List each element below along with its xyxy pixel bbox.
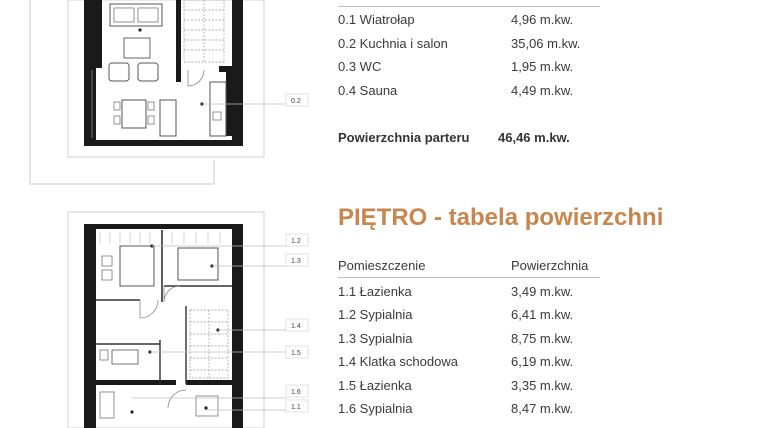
- room-area: 4,49 m.kw.: [511, 83, 574, 98]
- room-name: 0.3 WC: [338, 59, 382, 74]
- plan-label-1-4: 1.4: [291, 323, 301, 330]
- room-name: 0.1 Wiatrołap: [338, 12, 415, 27]
- room-name: 0.2 Kuchnia i salon: [338, 36, 448, 51]
- column-header-area: Powierzchnia: [511, 258, 589, 273]
- room-name: 1.6 Sypialnia: [338, 401, 413, 416]
- room-name: 1.5 Łazienka: [338, 378, 412, 393]
- room-name: 0.4 Sauna: [338, 83, 398, 98]
- upper-floor-heading: PIĘTRO - tabela powierzchni: [338, 204, 664, 231]
- room-area: 6,41 m.kw.: [511, 307, 574, 322]
- room-name: 1.2 Sypialnia: [338, 307, 413, 322]
- room-area: 8,47 m.kw.: [511, 401, 574, 416]
- ground-floor-plan: [30, 0, 308, 184]
- plan-label-1-5: 1.5: [291, 350, 301, 357]
- plan-label-1-2: 1.2: [291, 238, 301, 245]
- total-value: 46,46 m.kw.: [498, 130, 570, 145]
- room-name: 1.3 Sypialnia: [338, 331, 413, 346]
- room-area: 1,95 m.kw.: [511, 59, 574, 74]
- header-divider: [338, 277, 600, 278]
- column-header-room: Pomieszczenie: [338, 258, 426, 273]
- plan-label-0-2: 0.2: [291, 98, 301, 105]
- plan-label-1-3: 1.3: [291, 258, 301, 265]
- room-name: 1.1 Łazienka: [338, 284, 412, 299]
- room-area: 35,06 m.kw.: [511, 36, 581, 51]
- room-area: 8,75 m.kw.: [511, 331, 574, 346]
- room-name: 1.4 Klatka schodowa: [338, 354, 458, 369]
- table-top-divider: [338, 6, 600, 7]
- plan-label-1-1: 1.1: [291, 404, 301, 411]
- upper-floor-plan: [68, 212, 308, 428]
- plan-label-1-6: 1.6: [291, 389, 301, 396]
- floor-plan-drawing: [0, 0, 320, 428]
- room-area: 3,49 m.kw.: [511, 284, 574, 299]
- total-label: Powierzchnia parteru: [338, 130, 470, 145]
- room-area: 6,19 m.kw.: [511, 354, 574, 369]
- room-area: 3,35 m.kw.: [511, 378, 574, 393]
- room-area: 4,96 m.kw.: [511, 12, 574, 27]
